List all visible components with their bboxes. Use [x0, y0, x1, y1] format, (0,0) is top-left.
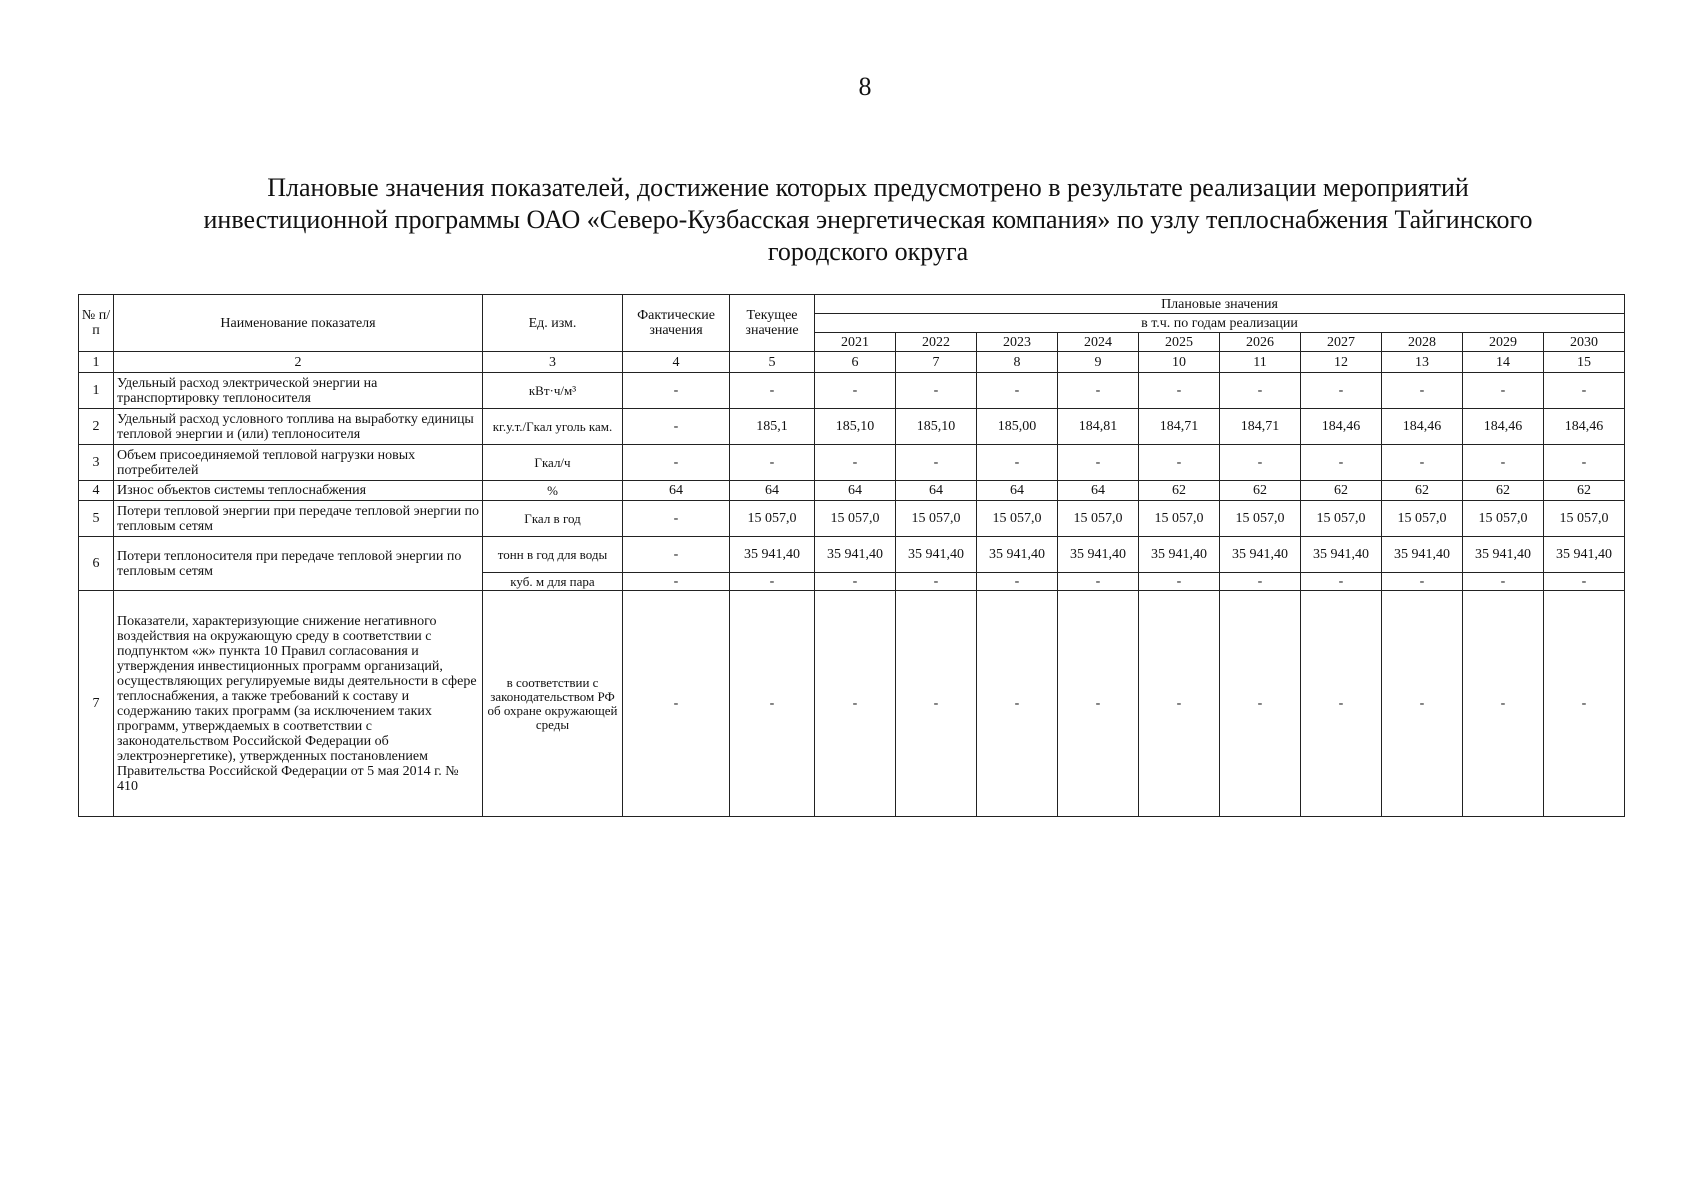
planned-value: -: [1139, 373, 1220, 409]
indicator-name: Потери теплоносителя при передаче тепловой энергии по тепловым сетям: [114, 537, 483, 591]
planned-value: 15 057,0: [1058, 501, 1139, 537]
row-number: 2: [79, 409, 114, 445]
planned-value: -: [815, 573, 896, 591]
planned-value: 15 057,0: [896, 501, 977, 537]
column-number: 15: [1544, 352, 1625, 373]
unit: %: [483, 481, 623, 501]
column-number: 12: [1301, 352, 1382, 373]
header-current: Текущее значение: [730, 295, 815, 352]
planned-value: -: [1058, 591, 1139, 817]
planned-value: -: [1220, 373, 1301, 409]
unit: куб. м для пара: [483, 573, 623, 591]
header-year: 2025: [1139, 333, 1220, 352]
actual-value: -: [623, 573, 730, 591]
indicator-name: Износ объектов системы теплоснабжения: [114, 481, 483, 501]
planned-value: -: [1301, 373, 1382, 409]
row-number: 3: [79, 445, 114, 481]
planned-value: -: [1382, 445, 1463, 481]
planned-value: 15 057,0: [1463, 501, 1544, 537]
planned-value: 62: [1220, 481, 1301, 501]
planned-value: 184,46: [1544, 409, 1625, 445]
planned-value: -: [1139, 591, 1220, 817]
header-name: Наименование показателя: [114, 295, 483, 352]
column-number: 8: [977, 352, 1058, 373]
planned-value: -: [815, 445, 896, 481]
planned-value: 35 941,40: [1463, 537, 1544, 573]
table-row: [79, 537, 1625, 573]
planned-value: -: [1058, 573, 1139, 591]
planned-value: -: [977, 573, 1058, 591]
planned-value: -: [1301, 591, 1382, 817]
indicator-name: Объем присоединяемой тепловой нагрузки новых потребителей: [114, 445, 483, 481]
planned-value: 15 057,0: [1301, 501, 1382, 537]
planned-value: 64: [815, 481, 896, 501]
current-value: -: [730, 373, 815, 409]
planned-value: 35 941,40: [977, 537, 1058, 573]
planned-value: -: [1220, 591, 1301, 817]
header-actual: Фактические значения: [623, 295, 730, 352]
planned-value: 35 941,40: [1058, 537, 1139, 573]
planned-value: -: [1220, 573, 1301, 591]
current-value: -: [730, 573, 815, 591]
header-year: 2024: [1058, 333, 1139, 352]
indicator-name: Удельный расход условного топлива на выработку единицы тепловой энергии и (или) теплоносителя: [114, 409, 483, 445]
actual-value: -: [623, 501, 730, 537]
header-year: 2030: [1544, 333, 1625, 352]
planned-value: -: [1058, 373, 1139, 409]
header-row: [79, 295, 1625, 314]
column-number: 2: [114, 352, 483, 373]
table-row: [79, 409, 1625, 445]
unit: кг.у.т./Гкал уголь кам.: [483, 409, 623, 445]
planned-value: -: [815, 591, 896, 817]
header-year: 2029: [1463, 333, 1544, 352]
table-row: [79, 481, 1625, 501]
planned-value: -: [1301, 573, 1382, 591]
planned-value: -: [1544, 445, 1625, 481]
planned-value: 62: [1463, 481, 1544, 501]
planned-value: 15 057,0: [977, 501, 1058, 537]
planned-value: 62: [1301, 481, 1382, 501]
table-row: [79, 445, 1625, 481]
planned-value: 184,81: [1058, 409, 1139, 445]
unit: Гкал/ч: [483, 445, 623, 481]
current-value: 185,1: [730, 409, 815, 445]
table-row: [79, 373, 1625, 409]
planned-value: -: [1463, 373, 1544, 409]
row-number: 6: [79, 537, 114, 591]
actual-value: 64: [623, 481, 730, 501]
planned-value: 35 941,40: [1301, 537, 1382, 573]
planned-value: 15 057,0: [1220, 501, 1301, 537]
planned-value: -: [1382, 591, 1463, 817]
planned-value: -: [896, 573, 977, 591]
column-number: 5: [730, 352, 815, 373]
column-number: 9: [1058, 352, 1139, 373]
planned-value: 15 057,0: [815, 501, 896, 537]
planned-value: -: [1301, 445, 1382, 481]
indicators-table: [78, 294, 1625, 817]
column-number: 6: [815, 352, 896, 373]
planned-value: 35 941,40: [1544, 537, 1625, 573]
title-line-1: Плановые значения показателей, достижение которых предусмотрено в результате реализации мероприятий: [267, 173, 1469, 202]
header-num: № п/п: [79, 295, 114, 352]
planned-value: -: [896, 373, 977, 409]
planned-value: -: [1463, 591, 1544, 817]
planned-value: 35 941,40: [896, 537, 977, 573]
planned-value: -: [1544, 373, 1625, 409]
current-value: 64: [730, 481, 815, 501]
planned-value: 35 941,40: [1220, 537, 1301, 573]
planned-value: 35 941,40: [815, 537, 896, 573]
actual-value: -: [623, 373, 730, 409]
title-line-2: инвестиционной программы ОАО «Северо-Кузбасская энергетическая компания» по узлу теплоснабжения Тайгинского: [203, 205, 1533, 234]
header-year: 2028: [1382, 333, 1463, 352]
planned-value: -: [896, 445, 977, 481]
planned-value: 184,46: [1301, 409, 1382, 445]
actual-value: -: [623, 445, 730, 481]
header-year: 2022: [896, 333, 977, 352]
current-value: -: [730, 591, 815, 817]
unit: кВт·ч/м³: [483, 373, 623, 409]
title-line-3: городского округа: [767, 237, 969, 266]
current-value: 35 941,40: [730, 537, 815, 573]
planned-value: 62: [1544, 481, 1625, 501]
planned-value: 64: [1058, 481, 1139, 501]
header-unit: Ед. изм.: [483, 295, 623, 352]
planned-value: 185,00: [977, 409, 1058, 445]
table-row: [79, 591, 1625, 817]
row-number: 5: [79, 501, 114, 537]
planned-value: -: [1463, 573, 1544, 591]
planned-value: -: [1544, 591, 1625, 817]
header-by-years: в т.ч. по годам реализации: [815, 314, 1625, 333]
table-row: [79, 501, 1625, 537]
current-value: -: [730, 445, 815, 481]
planned-value: -: [1463, 445, 1544, 481]
actual-value: -: [623, 409, 730, 445]
planned-value: 64: [977, 481, 1058, 501]
header-year: 2026: [1220, 333, 1301, 352]
planned-value: 35 941,40: [1382, 537, 1463, 573]
column-number: 7: [896, 352, 977, 373]
column-number: 1: [79, 352, 114, 373]
planned-value: -: [1139, 445, 1220, 481]
column-numbers-row: [79, 352, 1625, 373]
unit: тонн в год для воды: [483, 537, 623, 573]
planned-value: 62: [1139, 481, 1220, 501]
planned-value: 184,71: [1139, 409, 1220, 445]
planned-value: -: [977, 445, 1058, 481]
document-title: [118, 172, 1618, 268]
planned-value: 15 057,0: [1139, 501, 1220, 537]
planned-value: 35 941,40: [1139, 537, 1220, 573]
actual-value: -: [623, 537, 730, 573]
row-number: 1: [79, 373, 114, 409]
planned-value: -: [977, 373, 1058, 409]
header-year: 2027: [1301, 333, 1382, 352]
planned-value: -: [1220, 445, 1301, 481]
planned-value: 185,10: [896, 409, 977, 445]
column-number: 4: [623, 352, 730, 373]
planned-value: -: [1382, 373, 1463, 409]
actual-value: -: [623, 591, 730, 817]
row-number: 7: [79, 591, 114, 817]
indicator-name: Удельный расход электрической энергии на транспортировку теплоносителя: [114, 373, 483, 409]
planned-value: -: [815, 373, 896, 409]
planned-value: 62: [1382, 481, 1463, 501]
header-year: 2023: [977, 333, 1058, 352]
planned-value: 184,71: [1220, 409, 1301, 445]
column-number: 11: [1220, 352, 1301, 373]
header-year: 2021: [815, 333, 896, 352]
row-number: 4: [79, 481, 114, 501]
column-number: 14: [1463, 352, 1544, 373]
planned-value: -: [1139, 573, 1220, 591]
indicator-name: Показатели, характеризующие снижение негативного воздействия на окружающую среду в соответствии с подпунктом «ж» пункта 10 Правил согласования и утверждения инвестиционных программ организаций, осуществляющих регулируемые виды деятельности в сфере теплоснабжения, а также требований к составу и содержанию таких программ (за исключением таких программ, утверждаемых в соответствии с законодательством Российской Федерации об электроэнергетике), утвержденных постановлением Правительства Российской Федерации от 5 мая 2014 г. № 410: [114, 591, 483, 817]
planned-value: -: [1058, 445, 1139, 481]
column-number: 3: [483, 352, 623, 373]
planned-value: -: [1544, 573, 1625, 591]
planned-value: -: [977, 591, 1058, 817]
unit: в соответствии с законодательством РФ об охране окружающей среды: [483, 591, 623, 817]
planned-value: 15 057,0: [1544, 501, 1625, 537]
unit: Гкал в год: [483, 501, 623, 537]
header-planned: Плановые значения: [815, 295, 1625, 314]
planned-value: 15 057,0: [1382, 501, 1463, 537]
current-value: 15 057,0: [730, 501, 815, 537]
planned-value: -: [896, 591, 977, 817]
column-number: 13: [1382, 352, 1463, 373]
planned-value: 184,46: [1382, 409, 1463, 445]
column-number: 10: [1139, 352, 1220, 373]
planned-value: 184,46: [1463, 409, 1544, 445]
page-number: 8: [858, 72, 872, 101]
planned-value: 185,10: [815, 409, 896, 445]
planned-value: 64: [896, 481, 977, 501]
indicator-name: Потери тепловой энергии при передаче тепловой энергии по тепловым сетям: [114, 501, 483, 537]
planned-value: -: [1382, 573, 1463, 591]
